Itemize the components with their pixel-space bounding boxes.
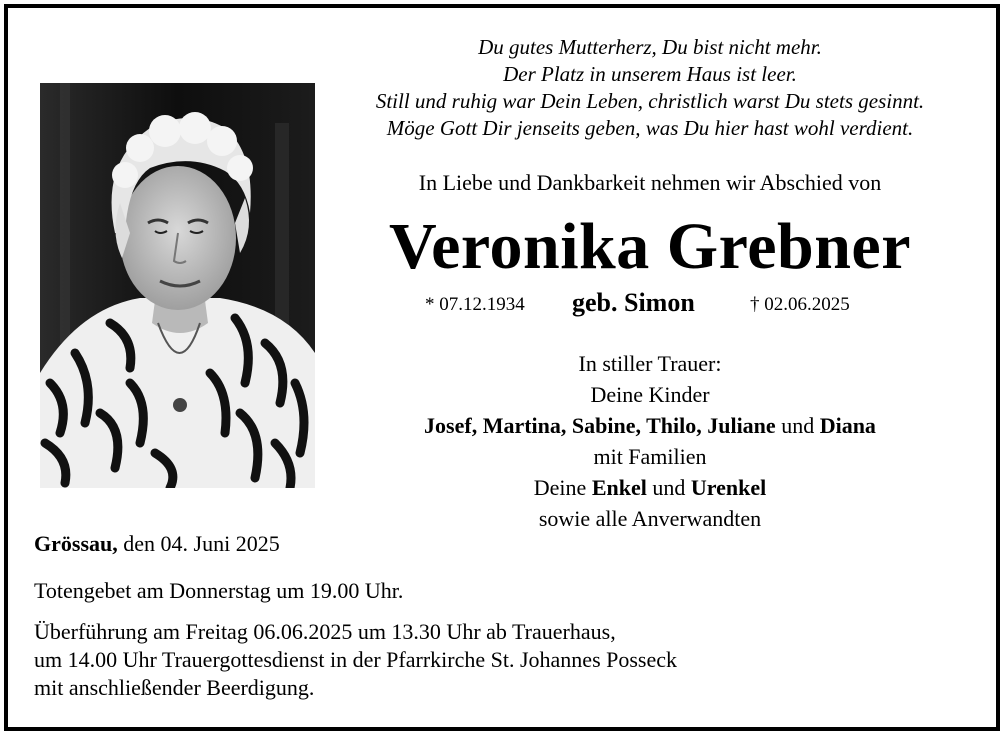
memorial-verse (330, 34, 970, 142)
grand-prefix: Deine (533, 475, 587, 500)
farewell-intro: In Liebe und Dankbarkeit nehmen wir Abschied von (418, 170, 882, 195)
verse-line: Still und ruhig war Dein Leben, christlich warst Du stets gesinnt. (375, 89, 925, 113)
burial-line: mit anschließender Beerdigung. (34, 675, 315, 700)
conjunction: und (781, 413, 815, 438)
portrait-illustration (40, 83, 315, 488)
great-grandchildren: Urenkel (690, 475, 767, 500)
death-date: † 02.06.2025 (750, 294, 850, 315)
children-names (330, 410, 970, 441)
children-heading: Deine Kinder (590, 382, 710, 407)
mourners-list (330, 348, 970, 534)
portrait-photo (40, 83, 315, 488)
town: Grössau, (34, 531, 118, 556)
verse-line: Der Platz in unserem Haus ist leer. (503, 62, 797, 86)
grand-conjunction: und (652, 475, 686, 500)
grandchildren-line (330, 472, 970, 503)
life-dates (330, 288, 970, 322)
announcement-date: den 04. Juni 2025 (123, 531, 280, 556)
maiden-name: geb. Simon (572, 288, 695, 317)
children-last-name: Diana (819, 413, 876, 438)
families-line: mit Familien (593, 444, 707, 469)
prayer-note: Totengebet am Donnerstag um 19.00 Uhr. (34, 578, 404, 603)
spacer (34, 605, 677, 618)
grandchildren: Enkel (591, 475, 647, 500)
transfer-line: Überführung am Freitag 06.06.2025 um 13.30 Uhr ab Trauerhaus, (34, 619, 616, 644)
service-notes (34, 577, 677, 702)
place-date (34, 531, 280, 557)
relatives-line: sowie alle Anverwandten (538, 506, 762, 531)
birth-date: * 07.12.1934 (425, 294, 525, 315)
verse-line: Möge Gott Dir jenseits geben, was Du hier hast wohl verdient. (386, 116, 914, 140)
mourning-heading: In stiller Trauer: (578, 351, 722, 376)
service-line: um 14.00 Uhr Trauergottesdienst in der Pfarrkirche St. Johannes Posseck (34, 647, 678, 672)
verse-line: Du gutes Mutterherz, Du bist nicht mehr. (478, 35, 822, 59)
children-names-bold: Josef, Martina, Sabine, Thilo, Juliane (424, 413, 776, 438)
deceased-name: Veronika Grebner (389, 210, 911, 283)
